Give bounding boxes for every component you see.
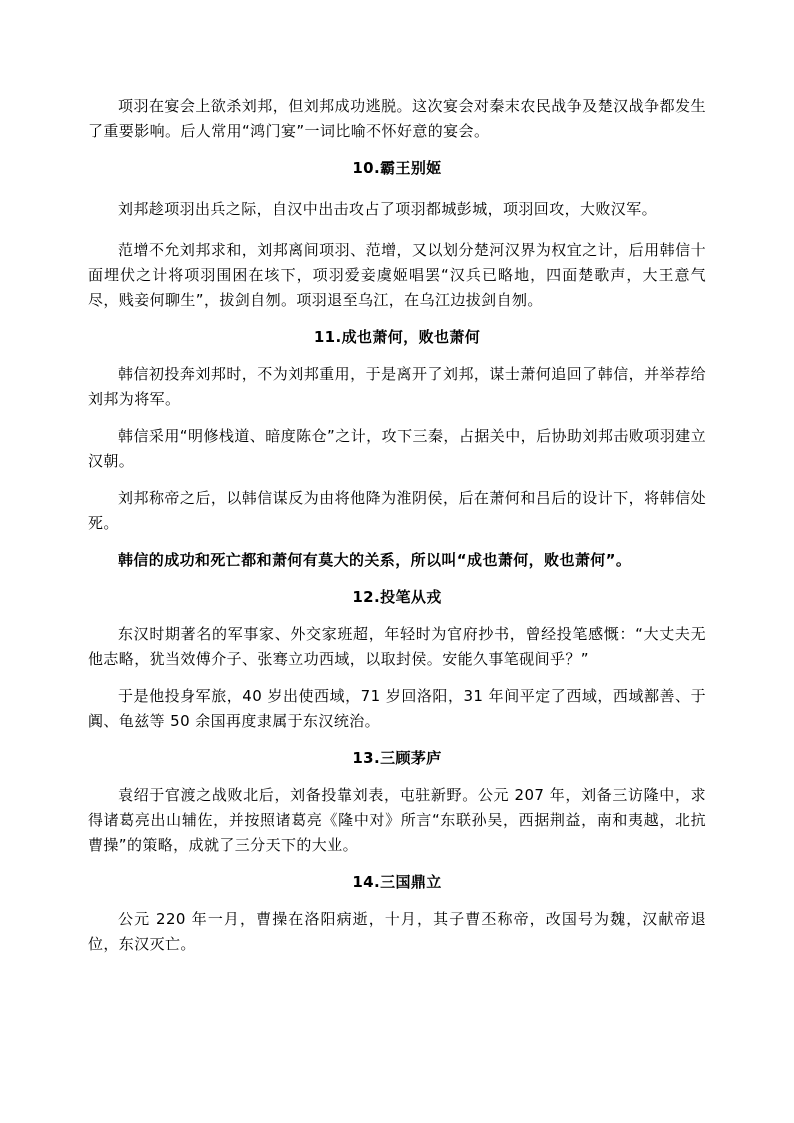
document-body <box>88 94 706 957</box>
section-heading-13: 13.三顾茅庐 <box>352 749 442 767</box>
section-heading-10: 10.霸王别姬 <box>352 159 442 177</box>
paragraph: 刘邦趁项羽出兵之际，自汉中出击攻占了项羽都城彭城，项羽回攻，大败汉军。 <box>118 200 658 218</box>
paragraph: 袁绍于官渡之战败北后，刘备投靠刘表，屯驻新野。公元 207 年，刘备三访隆中，求得诸葛亮出山辅佐，并按照诸葛亮《隆中对》所言“东联孙吴，西据荆益，南和夷越，北抗曹操”的策略，成就了三分天下的大业。 <box>88 786 706 854</box>
paragraph: 东汉时期著名的军事家、外交家班超，年轻时为官府抄书，曾经投笔感慨：“大丈夫无他志略，犹当效傅介子、张骞立功西域，以取封侯。安能久事笔砚间乎？” <box>88 625 706 668</box>
paragraph: 项羽在宴会上欲杀刘邦，但刘邦成功逃脱。这次宴会对秦末农民战争及楚汉战争都发生了重要影响。后人常用“鸿门宴”一词比喻不怀好意的宴会。 <box>88 97 706 140</box>
paragraph: 韩信采用“明修栈道、暗度陈仓”之计，攻下三秦，占据关中，后协助刘邦击败项羽建立汉朝。 <box>88 427 706 470</box>
section-heading-12: 12.投笔从戎 <box>352 588 442 606</box>
paragraph: 范增不允刘邦求和，刘邦离间项羽、范增，又以划分楚河汉界为权宜之计，后用韩信十面埋伏之计将项羽围困在垓下，项羽爱妾虞姬唱罢“汉兵已略地，四面楚歌声，大王意气尽，贱妾何聊生”，拔剑自刎。项羽退至乌江，在乌江边拔剑自刎。 <box>88 241 706 309</box>
paragraph: 于是他投身军旅，40 岁出使西域，71 岁回洛阳，31 年间平定了西域，西域鄯善、于阗、龟兹等 50 余国再度隶属于东汉统治。 <box>88 687 706 730</box>
paragraph: 韩信初投奔刘邦时，不为刘邦重用，于是离开了刘邦，谋士萧何追回了韩信，并举荐给刘邦为将军。 <box>88 365 706 408</box>
paragraph: 公元 220 年一月，曹操在洛阳病逝，十月，其子曹丕称帝，改国号为魏，汉献帝退位，东汉灭亡。 <box>88 910 706 953</box>
paragraph: 刘邦称帝之后，以韩信谋反为由将他降为淮阴侯，后在萧何和吕后的设计下，将韩信处死。 <box>88 489 706 532</box>
bold-paragraph: 韩信的成功和死亡都和萧何有莫大的关系，所以叫“成也萧何，败也萧何”。 <box>118 551 632 569</box>
section-heading-11: 11.成也萧何，败也萧何 <box>313 328 481 346</box>
section-heading-14: 14.三国鼎立 <box>352 873 442 891</box>
